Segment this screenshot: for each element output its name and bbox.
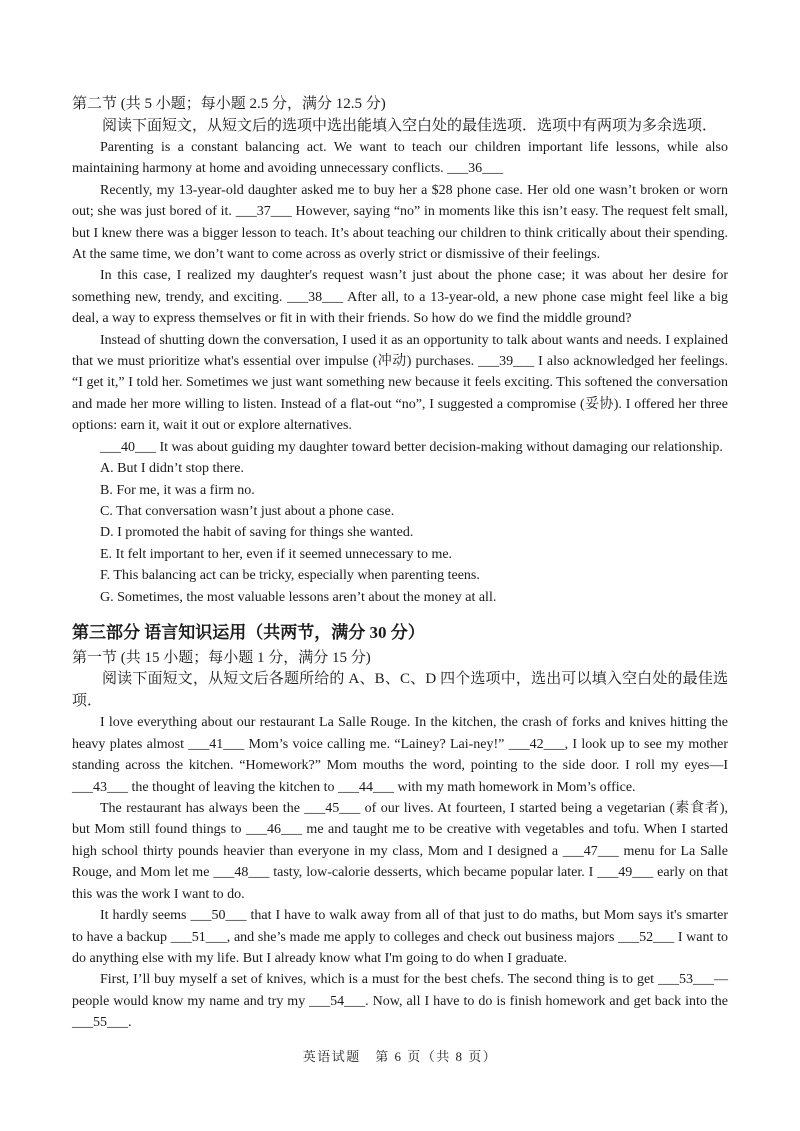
options-list: [72, 458, 728, 608]
option-b: B. For me, it was a firm no.: [100, 482, 255, 498]
option-e: E. It felt important to her, even if it seemed unnecessary to me.: [100, 546, 453, 562]
cloze-paragraph-4: First, I’ll buy myself a set of knives, which is a must for the best chefs. The second thing is to get ___53___—people would know my name and try my ___54___. Now, all I have to do is finish homework and get back into the ___55___.: [72, 972, 728, 1031]
part-three-section-one-heading: 第一节 (共 15 小题；每小题 1 分，满分 15 分): [72, 649, 371, 666]
part-three-heading: 第三部分 语言知识运用（共两节，满分 30 分）: [72, 622, 425, 642]
part-three-instructions: 阅读下面短文，从短文后各题所给的 A、B、C、D 四个选项中，选出可以填入空白处的最佳选项．: [72, 671, 728, 709]
option-c: C. That conversation wasn’t just about a phone case.: [100, 503, 395, 519]
passage-paragraph-4: Instead of shutting down the conversation, I used it as an opportunity to talk about wants and needs. I explained that we must prioritize what's essential over impulse (冲动) purchases. ___39___ I also acknowledged her feelings. “I get it,” I told her. Sometimes we just want something new because it feels exciting. This softened the conversation and made her more willing to listen. Instead of a flat-out “no”, I suggested a compromise (妥协). I offered her three options: earn it, wait it out or explore alternatives.: [72, 332, 728, 434]
cloze-paragraph-2: The restaurant has always been the ___45___ of our lives. At fourteen, I started being a vegetarian (素食者), but Mom still found things to ___46___ me and taught me to be creative with vegetables and tofu. When I started high school thirty pounds heavier than everyone in my class, Mom and I designed a ___47___ menu for La Salle Rouge, and Mom let me ___48___ tasty, low-calorie desserts, which became popular later. I ___49___ early on that this was the work I want to do.: [72, 801, 728, 902]
passage-paragraph-1: Parenting is a constant balancing act. We want to teach our children important life lessons, while also maintaining harmony at home and avoiding unnecessary conflicts. ___36___: [72, 140, 728, 177]
cloze-paragraph-1: I love everything about our restaurant La Salle Rouge. In the kitchen, the crash of forks and knives hitting the heavy plates almost ___41___ Mom’s voice calling me. “Lainey? Lai-ney!” ___42___, I look up to see my mother standing across the kitchen. “Homework?” Mom mouths the word, pointing to the side door. I roll my eyes—I ___43___ the thought of leaving the kitchen to ___44___ with my math homework in Mom’s office.: [72, 715, 728, 795]
section-two-heading: 第二节 (共 5 小题；每小题 2.5 分，满分 12.5 分): [72, 96, 386, 112]
option-f: F. This balancing act can be tricky, especially when parenting teens.: [100, 568, 480, 584]
page-footer: 英语试题 第 6 页（共 8 页）: [302, 1049, 498, 1064]
passage-paragraph-2: Recently, my 13-year-old daughter asked me to buy her a $28 phone case. Her old one wasn’t broken or worn out; she was just bored of it. ___37___ However, saying “no” in moments like this isn’t easy. The request felt small, but I knew there was a bigger lesson to teach. It’s about teaching our children to think critically about their spending. At the same time, we don’t want to come across as overly strict or dismissive of their feelings.: [72, 182, 728, 263]
option-d: D. I promoted the habit of saving for things she wanted.: [100, 525, 414, 541]
option-a: A. But I didn’t stop there.: [100, 461, 245, 477]
passage-paragraph-3: In this case, I realized my daughter's request wasn’t just about the phone case; it was about her desire for something new, trendy, and exciting. ___38___ After all, to a 13-year-old, a new phone case might feel like a big deal, a way to express themselves or fit in with their friends. So how do we find the middle ground?: [72, 268, 728, 327]
section-two-instructions: 阅读下面短文，从短文后的选项中选出能填入空白处的最佳选项．选项中有两项为多余选项．: [102, 117, 718, 134]
cloze-paragraph-3: It hardly seems ___50___ that I have to walk away from all of that just to do maths, but Mom says it's smarter to have a backup ___51___, and she’s made me apply to colleges and check out business majors ___52___ I want to do anything else with my life. But I already know what I'm going to do when I graduate.: [72, 908, 728, 966]
option-g: G. Sometimes, the most valuable lessons aren’t about the money at all.: [100, 589, 497, 605]
passage-paragraph-5: ___40___ It was about guiding my daughter toward better decision-making without damaging our relationship.: [100, 439, 723, 455]
page-content: [72, 94, 728, 1034]
